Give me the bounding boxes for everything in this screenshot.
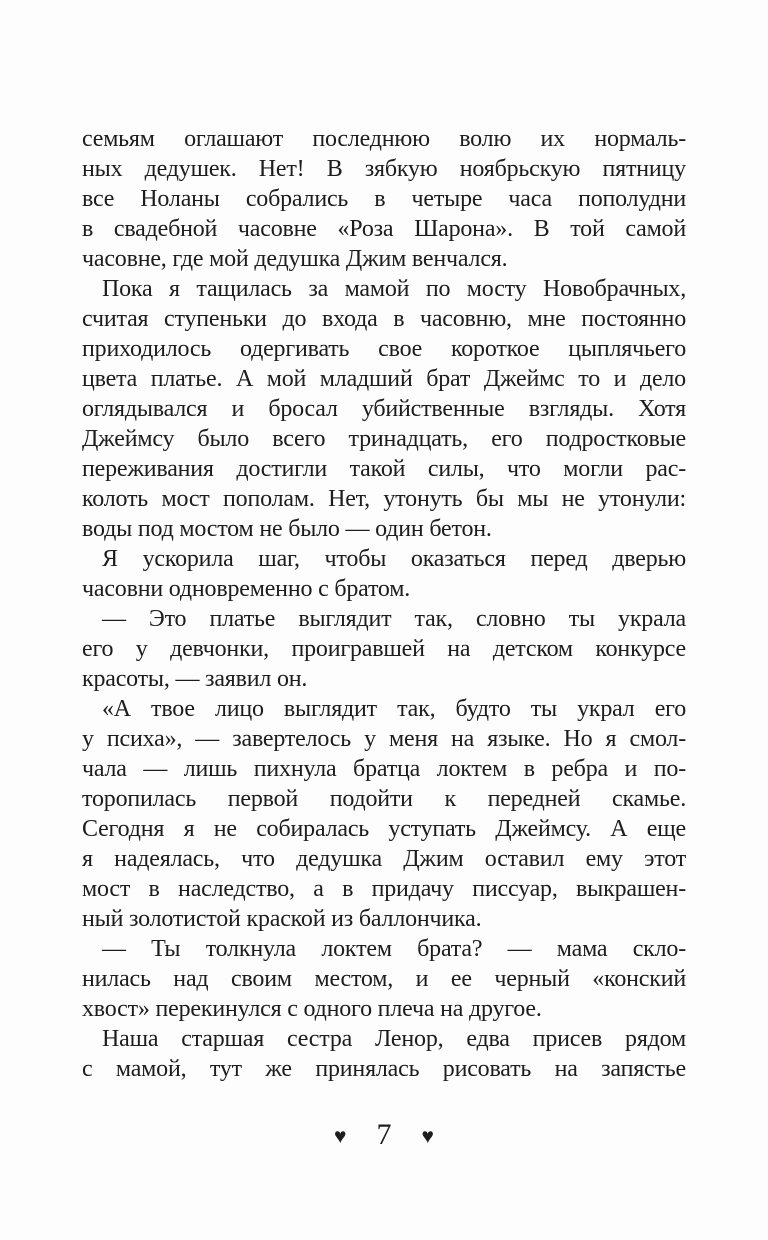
text-line: его у девчонки, проигравшей на детском конкурсе xyxy=(82,636,686,662)
text-line: оглядывался и бросал убийственные взгляды. Хотя xyxy=(82,396,686,422)
text-line: колоть мост пополам. Нет, утонуть бы мы не утонули: xyxy=(82,486,686,512)
text-line: — Это платье выглядит так, словно ты украла xyxy=(102,606,686,632)
paragraph xyxy=(82,274,686,544)
text-line: часовне, где мой дедушка Джим венчался. xyxy=(82,246,508,272)
text-line: считая ступеньки до входа в часовню, мне постоянно xyxy=(82,306,686,332)
paragraph xyxy=(82,124,686,274)
text-line: Пока я тащилась за мамой по мосту Новобрачных, xyxy=(102,276,686,302)
paragraph xyxy=(82,1024,686,1084)
text-line: торопилась первой подойти к передней скамье. xyxy=(82,786,686,812)
text-line: Наша старшая сестра Ленор, едва присев рядом xyxy=(102,1026,686,1052)
text-line: переживания достигли такой силы, что могли рас- xyxy=(82,456,686,482)
text-line: «А твое лицо выглядит так, будто ты украл его xyxy=(102,696,686,722)
page-text xyxy=(82,124,686,1084)
text-line: в свадебной часовне «Роза Шарона». В той самой xyxy=(82,216,686,242)
text-line: — Ты толкнула локтем брата? — мама скло- xyxy=(102,936,686,962)
text-line: воды под мостом не было — один бетон. xyxy=(82,516,492,542)
text-line: Я ускорила шаг, чтобы оказаться перед дверью xyxy=(102,546,686,572)
text-line: Джеймсу было всего тринадцать, его подростковые xyxy=(82,426,686,452)
text-line: хвост» перекинулся с одного плеча на другое. xyxy=(82,996,542,1022)
text-line: цвета платье. А мой младший брат Джеймс то и дело xyxy=(82,366,686,392)
heart-icon: ♥ xyxy=(421,1123,434,1148)
paragraph xyxy=(82,544,686,604)
text-line: семьям оглашают последнюю волю их нормаль- xyxy=(82,126,686,152)
text-line: нилась над своим местом, и ее черный «конский xyxy=(82,966,686,992)
paragraph xyxy=(82,604,686,694)
page-footer xyxy=(0,1120,768,1150)
paragraph xyxy=(82,934,686,1024)
text-line: я надеялась, что дедушка Джим оставил ему этот xyxy=(82,846,686,872)
text-line: часовни одновременно с братом. xyxy=(82,576,411,602)
text-line: красоты, — заявил он. xyxy=(82,666,308,692)
text-line: с мамой, тут же принялась рисовать на запястье xyxy=(82,1056,686,1082)
text-line: Сегодня я не собиралась уступать Джеймсу. А еще xyxy=(82,816,686,842)
text-line: приходилось одергивать свое короткое цыплячьего xyxy=(82,336,686,362)
text-line: у психа», — завертелось у меня на языке. Но я смол- xyxy=(82,726,686,752)
text-line: чала — лишь пихнула братца локтем в ребра и по- xyxy=(82,756,686,782)
page-number: 7 xyxy=(376,1118,392,1151)
heart-icon: ♥ xyxy=(334,1123,347,1148)
paragraph xyxy=(82,694,686,934)
text-line: все Ноланы собрались в четыре часа пополудни xyxy=(82,186,686,212)
text-line: мост в наследство, а в придачу писсуар, выкрашен- xyxy=(82,876,686,902)
text-line: ных дедушек. Нет! В зябкую ноябрьскую пятницу xyxy=(82,156,686,182)
text-line: ный золотистой краской из баллончика. xyxy=(82,906,482,932)
